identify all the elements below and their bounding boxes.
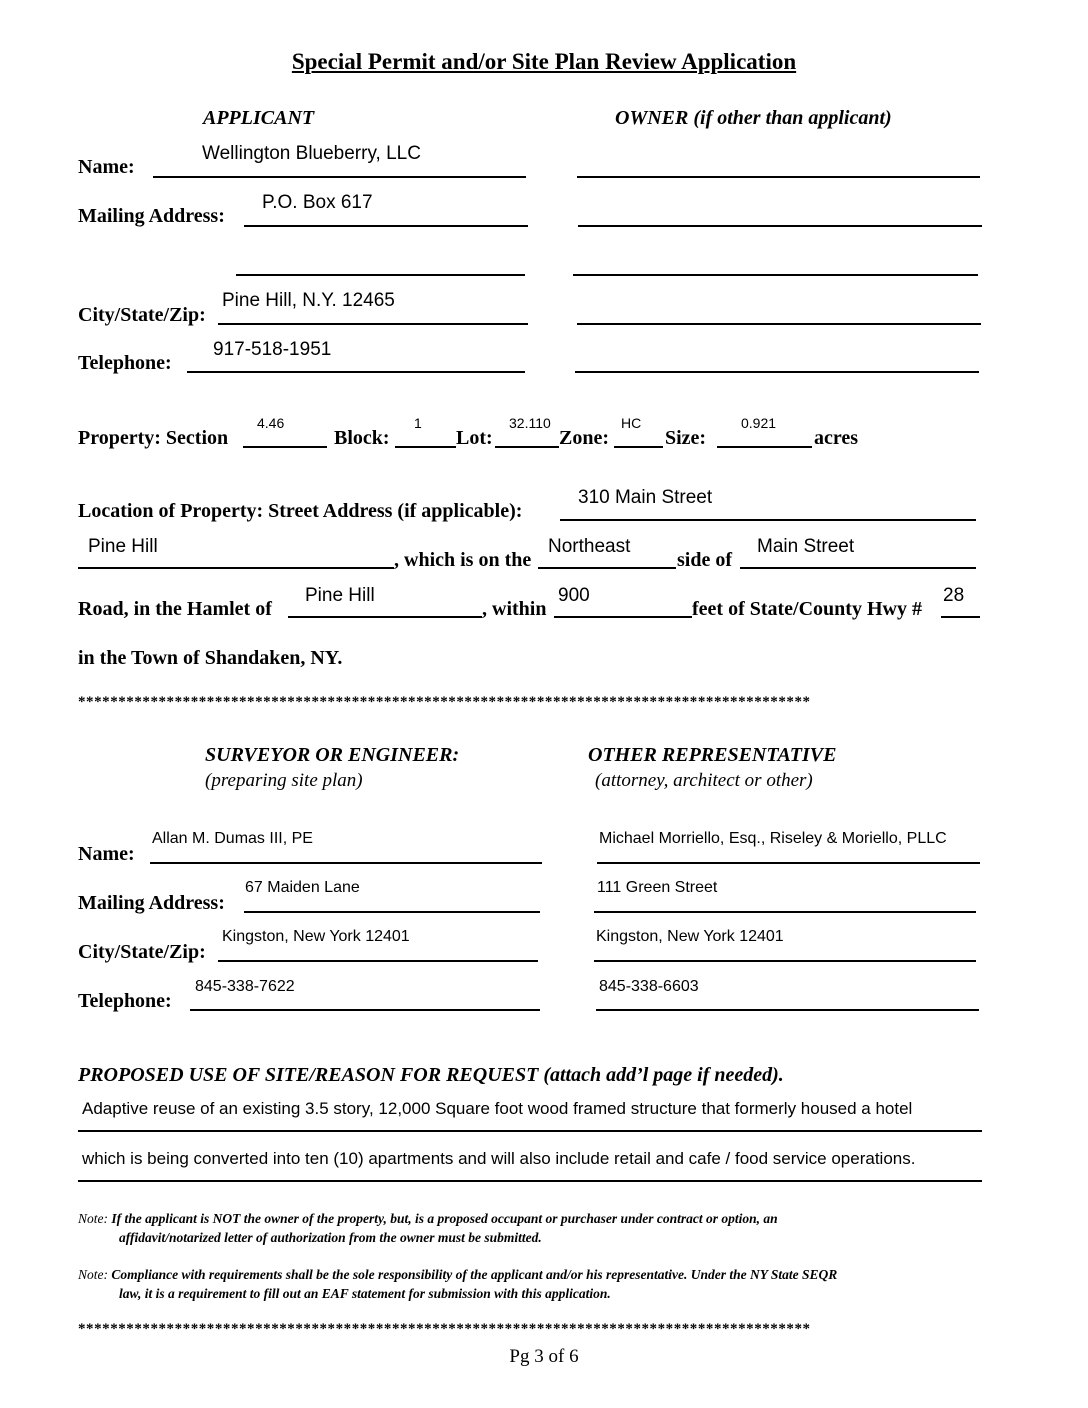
proposed-use-line1[interactable]: Adaptive reuse of an existing 3.5 story, 12,000 Square foot wood framed structure that formerly housed a hotel bbox=[82, 1099, 913, 1118]
location-label: Location of Property: Street Address (if applicable): bbox=[78, 500, 523, 522]
locality-value[interactable]: Pine Hill bbox=[88, 536, 158, 557]
applicant-address-line bbox=[244, 225, 528, 227]
separator-bottom: ******************************************************************************************* bbox=[78, 1321, 811, 1337]
applicant-name-line bbox=[153, 176, 526, 178]
applicant-address-value[interactable]: P.O. Box 617 bbox=[262, 192, 373, 213]
note-2-line-b: law, it is a requirement to fill out an EAF statement for submission with this application. bbox=[119, 1286, 611, 1301]
note-2 bbox=[78, 1265, 837, 1284]
rep-phone-value[interactable]: 845-338-6603 bbox=[599, 978, 699, 995]
surveyor-city-label: City/State/Zip: bbox=[78, 941, 206, 963]
note-1-prefix: Note: bbox=[78, 1211, 108, 1226]
surveyor-city-value[interactable]: Kingston, New York 12401 bbox=[222, 928, 410, 945]
acres-label: acres bbox=[814, 427, 859, 449]
block-line bbox=[395, 446, 456, 448]
note-1-line-a: If the applicant is NOT the owner of the property, but, is a proposed occupant or purchaser under contract or option, an bbox=[111, 1211, 778, 1226]
lot-label: Lot: bbox=[456, 427, 493, 449]
rep-phone-line bbox=[596, 1009, 979, 1011]
lot-value[interactable]: 32.110 bbox=[509, 415, 551, 431]
rep-city-line bbox=[594, 960, 976, 962]
surveyor-address-line bbox=[244, 911, 540, 913]
applicant-name-value[interactable]: Wellington Blueberry, LLC bbox=[202, 143, 421, 164]
applicant-phone-value[interactable]: 917-518-1951 bbox=[213, 339, 332, 360]
block-value[interactable]: 1 bbox=[414, 415, 422, 431]
rep-address-line bbox=[594, 911, 976, 913]
rep-city-value[interactable]: Kingston, New York 12401 bbox=[596, 928, 784, 945]
surveyor-name-line bbox=[150, 862, 542, 864]
zone-label: Zone: bbox=[559, 427, 609, 449]
surveyor-phone-line bbox=[190, 1009, 540, 1011]
which-is-on-label: , which is on the bbox=[394, 549, 532, 571]
side-of-value[interactable]: Main Street bbox=[757, 536, 855, 557]
note-2-prefix: Note: bbox=[78, 1267, 108, 1282]
surveyor-header: SURVEYOR OR ENGINEER: bbox=[205, 744, 460, 766]
rep-address-value[interactable]: 111 Green Street bbox=[597, 879, 718, 896]
other-rep-subheader: (attorney, architect or other) bbox=[595, 770, 813, 791]
town-label: in the Town of Shandaken, NY. bbox=[78, 647, 343, 669]
within-label: , within bbox=[482, 598, 547, 620]
within-feet-line bbox=[554, 616, 692, 618]
street-address-line bbox=[560, 519, 976, 521]
telephone-label: Telephone: bbox=[78, 352, 172, 374]
size-line bbox=[717, 446, 812, 448]
street-address-value[interactable]: 310 Main Street bbox=[578, 487, 713, 508]
note-1-line-b: affidavit/notarized letter of authorization from the owner must be submitted. bbox=[119, 1230, 542, 1245]
side-of-line bbox=[740, 567, 976, 569]
city-state-zip-label: City/State/Zip: bbox=[78, 304, 206, 326]
property-section-label: Property: Section bbox=[78, 427, 229, 449]
side-line bbox=[538, 567, 676, 569]
applicant-header: APPLICANT bbox=[203, 107, 315, 129]
surveyor-subheader: (preparing site plan) bbox=[205, 770, 363, 791]
other-rep-header: OTHER REPRESENTATIVE bbox=[588, 744, 837, 766]
proposed-use-line2[interactable]: which is being converted into ten (10) apartments and will also include retail and cafe / food service operations. bbox=[82, 1149, 916, 1168]
hamlet-value[interactable]: Pine Hill bbox=[305, 585, 375, 606]
applicant-city-line bbox=[218, 323, 528, 325]
proposed-use-rule2 bbox=[78, 1180, 982, 1182]
owner-phone-line[interactable] bbox=[575, 371, 979, 373]
separator-top: ******************************************************************************************* bbox=[78, 694, 811, 710]
applicant-address2-line[interactable] bbox=[236, 274, 525, 276]
surveyor-name-label: Name: bbox=[78, 843, 135, 865]
surveyor-address-label: Mailing Address: bbox=[78, 892, 225, 914]
name-label: Name: bbox=[78, 156, 135, 178]
block-label: Block: bbox=[334, 427, 390, 449]
note-2-line-a: Compliance with requirements shall be the sole responsibility of the applicant and/or his representative. Under the NY State SEQR bbox=[111, 1267, 838, 1282]
proposed-use-rule1 bbox=[78, 1130, 982, 1132]
owner-city-line[interactable] bbox=[577, 323, 981, 325]
hwy-line bbox=[941, 616, 980, 618]
locality-line bbox=[78, 567, 394, 569]
proposed-use-label: PROPOSED USE OF SITE/REASON FOR REQUEST (attach add’l page if needed). bbox=[78, 1064, 784, 1086]
zone-line bbox=[614, 446, 663, 448]
surveyor-phone-label: Telephone: bbox=[78, 990, 172, 1012]
side-of-label: side of bbox=[677, 549, 732, 571]
rep-name-value[interactable]: Michael Morriello, Esq., Riseley & Moriello, PLLC bbox=[599, 830, 947, 847]
zone-value[interactable]: HC bbox=[621, 415, 642, 431]
size-label: Size: bbox=[665, 427, 707, 449]
feet-of-hwy-label: feet of State/County Hwy # bbox=[692, 598, 922, 620]
owner-address2-line[interactable] bbox=[573, 274, 978, 276]
size-value[interactable]: 0.921 bbox=[741, 415, 777, 431]
surveyor-phone-value[interactable]: 845-338-7622 bbox=[195, 978, 295, 995]
hwy-value[interactable]: 28 bbox=[943, 585, 965, 606]
side-value[interactable]: Northeast bbox=[548, 536, 631, 557]
within-feet-value[interactable]: 900 bbox=[558, 585, 590, 606]
section-value[interactable]: 4.46 bbox=[257, 415, 285, 431]
section-line bbox=[243, 446, 327, 448]
lot-line bbox=[495, 446, 559, 448]
surveyor-address-value[interactable]: 67 Maiden Lane bbox=[245, 879, 360, 896]
page-number: Pg 3 of 6 bbox=[509, 1346, 579, 1367]
mailing-address-label: Mailing Address: bbox=[78, 205, 225, 227]
road-hamlet-label: Road, in the Hamlet of bbox=[78, 598, 272, 620]
surveyor-city-line bbox=[218, 960, 538, 962]
applicant-phone-line bbox=[187, 371, 525, 373]
note-1 bbox=[78, 1209, 778, 1228]
surveyor-name-value[interactable]: Allan M. Dumas III, PE bbox=[152, 830, 313, 847]
rep-name-line bbox=[597, 862, 980, 864]
owner-header: OWNER (if other than applicant) bbox=[615, 107, 892, 129]
hamlet-line bbox=[288, 616, 482, 618]
applicant-city-value[interactable]: Pine Hill, N.Y. 12465 bbox=[222, 290, 395, 311]
owner-name-line[interactable] bbox=[577, 176, 980, 178]
owner-address-line[interactable] bbox=[578, 225, 982, 227]
form-title: Special Permit and/or Site Plan Review Application bbox=[291, 49, 797, 74]
